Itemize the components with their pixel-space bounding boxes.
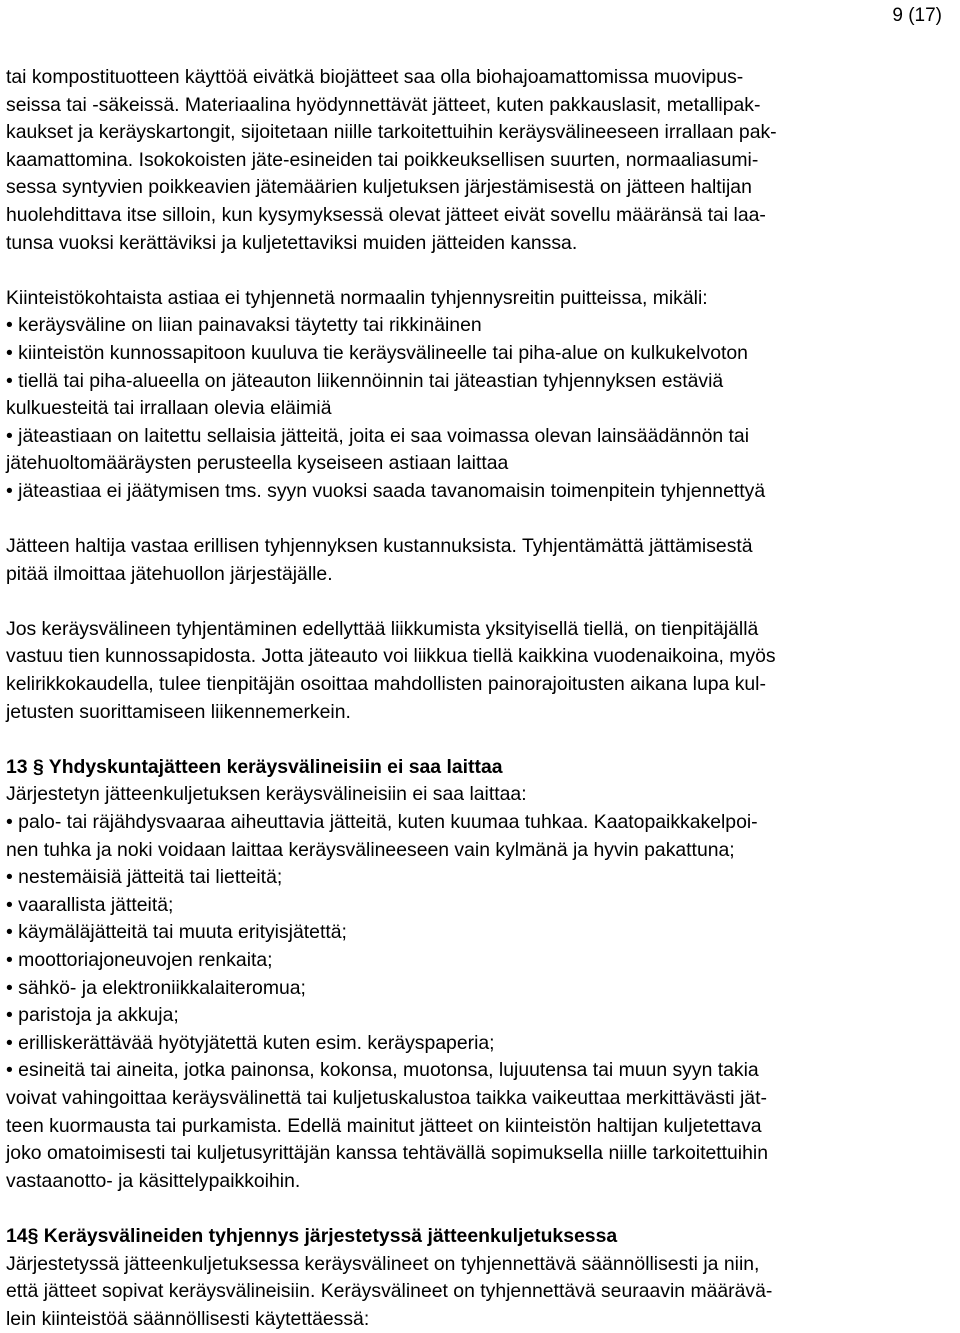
text-line: kaukset ja keräyskartongit, sijoitetaan niille tarkoitettuihin keräysvälineeseen irrallaan pak- (6, 121, 777, 144)
list-item: • tiellä tai piha-alueella on jäteauton liikennöinnin tai jäteastian tyhjennyksen estäviä (6, 369, 724, 392)
costs-paragraph (6, 533, 954, 588)
text-line: Jos keräysvälineen tyhjentäminen edellyttää liikkumista yksityisellä tiellä, on tienpitäjällä (6, 617, 759, 640)
list-item: • sähkö- ja elektroniikkalaiteromua; (6, 976, 306, 999)
text-line: että jätteet sopivat keräysvälineisiin. Keräysvälineet on tyhjennettävä seuraavin määrävä- (6, 1280, 773, 1303)
text-line: joko omatoimisesti tai kuljetusyrittäjän kanssa tehtävällä sopimuksella niille tarkoitettuihin (6, 1142, 768, 1165)
list-item: • nestemäisiä jätteitä tai lietteitä; (6, 866, 283, 889)
text-line: huolehdittava itse silloin, kun kysymyksessä olevat jätteet eivät sovellu määränsä tai laa- (6, 203, 766, 226)
list-item: • kiinteistön kunnossapitoon kuuluva tie keräysvälineelle tai piha-alue on kulkukelvoton (6, 341, 748, 364)
list-item: • erilliskerättävää hyötyjätettä kuten esim. keräyspaperia; (6, 1031, 495, 1054)
text-line: nen tuhka ja noki voidaan laittaa keräysvälineeseen vain kylmänä ja hyvin pakattuna; (6, 838, 735, 861)
text-line: Järjestetyssä jätteenkuljetuksessa keräysvälineet on tyhjennettävä säännöllisesti ja niin, (6, 1252, 760, 1275)
text-line: tai kompostituotteen käyttöä eivätkä biojätteet saa olla biohajoamattomissa muovipus- (6, 66, 744, 88)
property-conditions-paragraph (6, 285, 954, 506)
page-number: 9 (17) (892, 5, 942, 26)
text-line: Jätteen haltija vastaa erillisen tyhjennyksen kustannuksista. Tyhjentämättä jättämisestä (6, 535, 753, 558)
text-line: teen kuormausta tai purkamista. Edellä mainitut jätteet on kiinteistön haltijan kuljetettava (6, 1114, 762, 1137)
text-line: jätehuoltomääräysten perusteella kyseiseen astiaan laittaa (6, 452, 509, 475)
section-13 (6, 754, 954, 1196)
text-line: kaamattomina. Isokokoisten jäte-esineiden tai poikkeuksellisen suurten, normaaliasumi- (6, 148, 759, 171)
list-item: • käymäläjätteitä tai muuta erityisjätettä; (6, 921, 347, 944)
list-item: • jäteastiaa ei jäätymisen tms. syyn vuoksi saada tavanomaisin toimenpitein tyhjennettyä (6, 479, 766, 502)
section-heading: 14§ Keräysvälineiden tyhjennys järjestetyssä jätteenkuljetuksessa (6, 1224, 618, 1247)
list-item: • palo- tai räjähdysvaaraa aiheuttavia jätteitä, kuten kuumaa tuhkaa. Kaatopaikkakelpoi- (6, 811, 758, 834)
text-line: lein kiinteistöä säännöllisesti käytettäessä: (6, 1307, 370, 1330)
text-line: Kiinteistökohtaista astiaa ei tyhjennetä normaalin tyhjennysreitin puitteissa, mikäli: (6, 286, 708, 309)
list-item: • vaarallista jätteitä; (6, 893, 174, 916)
list-item: • esineitä tai aineita, jotka painonsa, kokonsa, muotonsa, lujuutensa tai muun syyn takia (6, 1059, 759, 1082)
text-line: kelirikkokaudella, tulee tienpitäjän osoittaa mahdollisten painorajoitusten aikana lupa kul- (6, 673, 766, 696)
text-line: voivat vahingoittaa keräysvälinettä tai kuljetuskalustoa taikka vaikeuttaa merkittävästi jät- (6, 1086, 767, 1109)
road-maintenance-paragraph (6, 616, 954, 726)
section-heading: 13 § Yhdyskuntajätteen keräysvälineisiin ei saa laittaa (6, 755, 503, 778)
text-line: tunsa vuoksi kerättäviksi ja kuljetettaviksi muiden jätteiden kanssa. (6, 231, 578, 254)
intro-paragraph (6, 64, 954, 257)
document-body (6, 64, 954, 1333)
text-line: kulkuesteitä tai irrallaan olevia eläimiä (6, 397, 332, 420)
text-line: seissa tai -säkeissä. Materiaalina hyödynnettävät jätteet, kuten pakkauslasit, metallipak- (6, 93, 761, 116)
section-14 (6, 1223, 954, 1333)
text-line: jetusten suorittamiseen liikennemerkein. (6, 700, 351, 723)
text-line: Järjestetyn jätteenkuljetuksen keräysvälineisiin ei saa laittaa: (6, 783, 527, 806)
text-line: vastuu tien kunnossapidosta. Jotta jäteauto voi liikkua tiellä kaikkina vuodenaikoina, myös (6, 645, 776, 668)
list-item: • jäteastiaan on laitettu sellaisia jätteitä, joita ei saa voimassa olevan lainsäädännön tai (6, 424, 750, 447)
list-item: • moottoriajoneuvojen renkaita; (6, 949, 273, 971)
list-item: • keräysväline on liian painavaksi täytetty tai rikkinäinen (6, 314, 482, 337)
text-line: pitää ilmoittaa jätehuollon järjestäjälle. (6, 562, 333, 585)
text-line: vastaanotto- ja käsittelypaikkoihin. (6, 1169, 301, 1192)
text-line: sessa syntyvien poikkeavien jätemäärien kuljetuksen järjestämisestä on jätteen haltijan (6, 176, 752, 199)
list-item: • paristoja ja akkuja; (6, 1004, 179, 1027)
